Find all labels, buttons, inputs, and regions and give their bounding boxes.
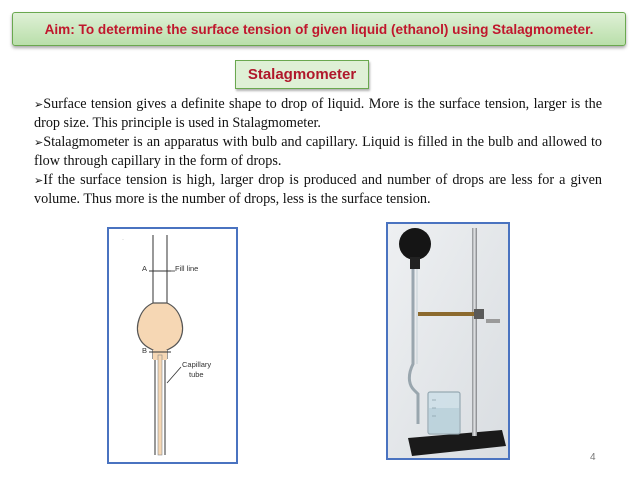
bullet-arrow-icon: ➢	[34, 136, 44, 149]
bullet-text: Stalagmometer is an apparatus with bulb and capillary. Liquid is filled in the bulb and allowed to flow through capillary in the form of drops.	[34, 134, 602, 169]
aim-text: Aim: To determine the surface tension of given liquid (ethanol) using Stalagmometer.	[44, 21, 594, 37]
apparatus-photo-frame	[386, 222, 510, 460]
apparatus-photo	[388, 224, 508, 458]
stalagmometer-diagram	[109, 229, 236, 462]
bullet-list	[34, 95, 602, 209]
stand-rod	[472, 228, 477, 436]
bullet-item	[34, 133, 602, 171]
aim-banner	[12, 12, 626, 46]
bullet-text: If the surface tension is high, larger drop is produced and number of drops are less for a given volume. Thus more is the number of drops, less is the surface tension.	[34, 172, 602, 207]
mark-a: A	[142, 264, 148, 273]
capillary-liquid	[158, 355, 162, 455]
svg-text:·: ·	[122, 237, 124, 243]
stalagmometer-diagram-frame	[107, 227, 238, 464]
bullet-arrow-icon: ➢	[34, 98, 44, 111]
section-title: Stalagmometer	[247, 66, 357, 83]
fill-line-label: Fill line	[175, 264, 199, 273]
bullet-text: Surface tension gives a definite shape to drop of liquid. More is the surface tension, larger is the drop size. This principle is used in Stalagmometer.	[34, 96, 602, 131]
pipette-bulb	[399, 228, 431, 260]
bulb	[138, 303, 183, 352]
capillary-leader	[167, 367, 181, 383]
capillary-label-1: Capillary	[182, 360, 212, 369]
upper-tube	[153, 235, 167, 303]
clamp-bar	[418, 312, 482, 316]
capillary-label-2: tube	[189, 370, 204, 379]
bullet-item	[34, 171, 602, 209]
mark-b: B	[142, 346, 148, 355]
bullet-item	[34, 95, 602, 133]
section-title-box	[235, 60, 369, 89]
page-number: 4	[590, 452, 596, 463]
bullet-arrow-icon: ➢	[34, 174, 44, 187]
